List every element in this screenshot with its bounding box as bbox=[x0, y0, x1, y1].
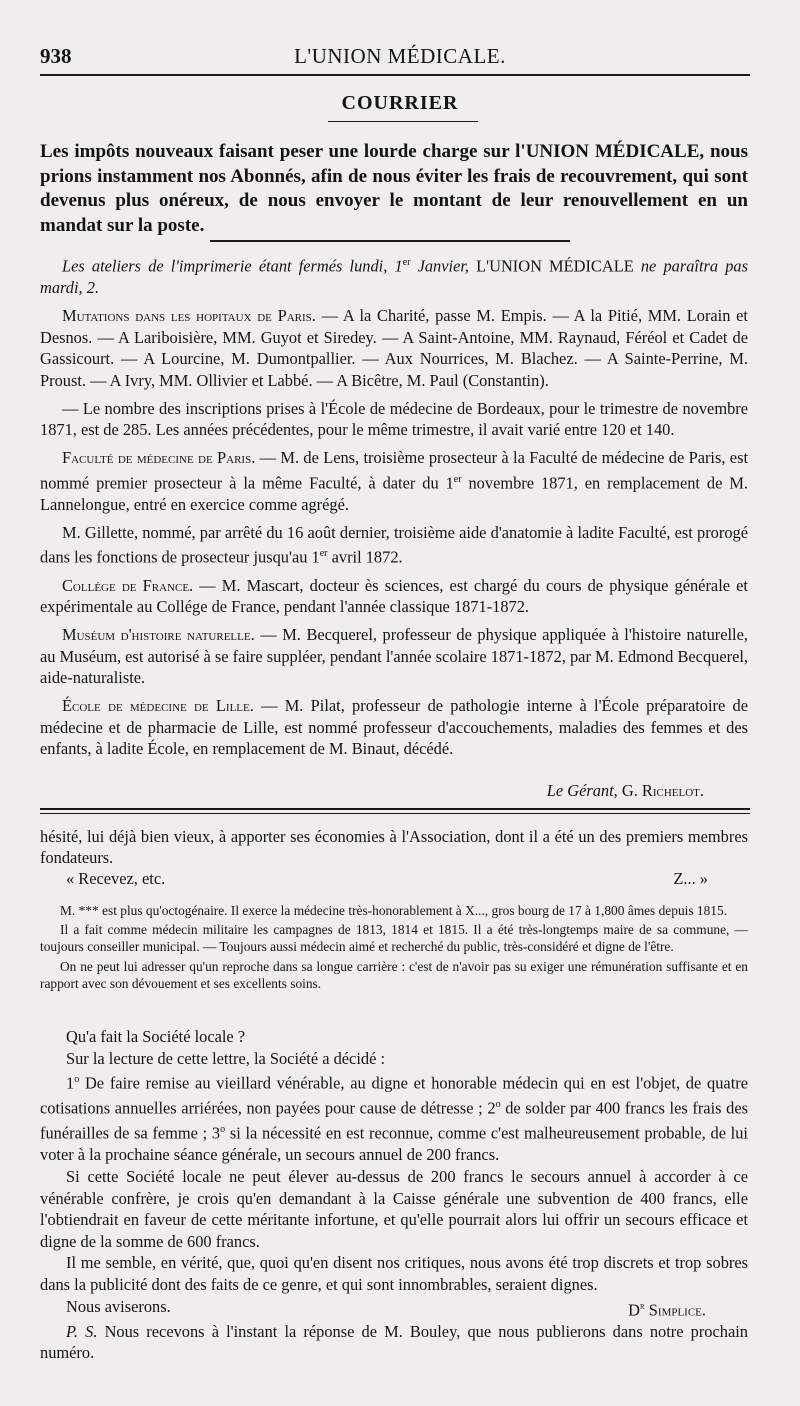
page-number: 938 bbox=[40, 44, 72, 68]
museum-paragraph: Muséum d'histoire naturelle. — M. Becquerel, professeur de physique appliquée à l'histoire naturelle, au Muséum, est autorisé à se faire suppléer, pendant l'année scolaire 1871-1872, par M. Edmond Becquerel, aide-naturaliste. bbox=[40, 624, 748, 688]
double-rule-top bbox=[40, 808, 750, 810]
letter-opening bbox=[40, 826, 748, 889]
postscript: P. S. Nous recevons à l'instant la réponse de M. Bouley, que nous publierons dans notre prochain numéro. bbox=[40, 1321, 748, 1363]
faculte-paragraph: Faculté de médecine de Paris. — M. de Lens, troisième prosecteur à la Faculté de médecine de Paris, est nommé premier prosecteur à la même Faculté, à dater du 1er novembre 1871, en remplacement de M. Lannelongue, entré en exercice comme agrégé. bbox=[40, 448, 749, 514]
gillette-paragraph: M. Gillette, nommé, par arrêté du 16 août dernier, troisième aide d'anatomie à ladite Faculté, est prorogé dans les fonctions de prosecteur jusqu'au 1er avril 1872. bbox=[40, 522, 748, 567]
mutations-paragraph: Mutations dans les hopitaux de Paris. — A la Charité, passe M. Empis. — A la Pitié, MM. Lorain et Desnos. — A Lariboisière, MM. Guyot et Siredey. — A Saint-Antoine, MM. Raynaud, Féréol et Cadet de Gassicourt. — A Lourcine, M. Dumontpallier. — Aux Nourrices, M. Blachez. — A Sainte-Perrine, M. Proust. — A Ivry, MM. Ollivier et Labbé. — A Bicêtre, M. Paul (Constantin). bbox=[40, 305, 748, 390]
decision-intro: Sur la lecture de cette lettre, la Société a décidé : bbox=[66, 1048, 386, 1068]
letter-opening-text: hésité, lui déjà bien vieux, à apporter ses économies à l'Association, dont il a été un des premiers membres fondateurs. bbox=[40, 827, 748, 867]
news-column bbox=[40, 252, 748, 766]
lille-paragraph: École de médecine de Lille. — M. Pilat, professeur de pathologie interne à l'École préparatoire de médecine et de pharmacie de Lille, est nommé professeur d'accouchements, maladies des femmes et des enfants, à ladite École, en remplacement de M. Binaut, décédé. bbox=[40, 696, 748, 759]
footnotes bbox=[40, 902, 748, 994]
decision-list: 1$^o$ De faire remise au vieillard vénérable, au digne et honorable médecin qui en est l'objet, de quatre cotisations annuelles arriérées, non payées pour cause de détresse ; 2$^o$ de solder par 400 francs les frais des funérailles de sa femme ; 3$^o$ si la nécessité en est reconnue, comme c'est malheureusement probable, de lui voter à la prochaine séance générale, un secours annuel de 200 francs. bbox=[40, 1073, 749, 1165]
question: Qu'a fait la Société locale ? bbox=[66, 1027, 246, 1046]
footnote-3: On ne peut lui adresser qu'un reproche dans sa longue carrière : c'est de n'avoir pas su exiger une rémunération suffisante et en rapport avec son dévouement et ses excellents soins. bbox=[40, 958, 748, 991]
letter-signature: Nous aviserons. $D^r$ Simplice. bbox=[66, 1296, 706, 1319]
title-underline bbox=[328, 121, 478, 122]
gerant-signature: Le Gérant, G. Richelot. bbox=[546, 781, 704, 800]
journal-title: L'UNION MÉDICALE. bbox=[294, 44, 506, 68]
college-paragraph: Collége de France. — M. Mascart, docteur ès sciences, est chargé du cours de physique générale et expérimentale au Collége de France, pendant l'année classique 1871-1872. bbox=[40, 575, 748, 617]
subscription-notice: Les impôts nouveaux faisant peser une lourde charge sur l'UNION MÉDICALE, nous prions instamment nos Abonnés, afin de nous éviter les frais de recouvrement, qui sont devenus plus onéreux, de nous envoyer le montant de leur renouvellement en un mandat sur la poste. bbox=[40, 141, 748, 236]
notice-rule bbox=[210, 240, 570, 242]
footnote-1: M. *** est plus qu'octogénaire. Il exerce la médecine très-honorablement à X..., gros bourg de 17 à 1,800 âmes depuis 1815. bbox=[60, 903, 728, 918]
header-rule bbox=[40, 74, 750, 76]
section-title: COURRIER bbox=[341, 92, 459, 114]
letter-body bbox=[40, 1026, 748, 1364]
secours-paragraph: Si cette Société locale ne peut élever au-dessus de 200 francs le secours annuel à accorder à ce vénérable confrère, je crois qu'en demandant à la Caisse générale une subvention de 400 francs, elle l'obtiendrait en faveur de cette méritante infortune, et qu'elle pourrait alors lui offrir un secours efficace et digne de la somme de 600 francs. bbox=[40, 1166, 748, 1251]
letter-closing: « Recevez, etc. Z... » bbox=[66, 869, 708, 888]
ateliers-notice: Les ateliers de l'imprimerie étant fermés lundi, 1er Janvier, L'UNION MÉDICALE ne paraîtra pas mardi, 2. bbox=[40, 256, 748, 298]
double-rule-bottom bbox=[40, 813, 750, 814]
bordeaux-paragraph: — Le nombre des inscriptions prises à l'École de médecine de Bordeaux, pour le trimestre de novembre 1871, est de 285. Les années précédentes, pour le même trimestre, il avait varié entre 120 et 140. bbox=[40, 398, 748, 440]
footnote-2: Il a fait comme médecin militaire les campagnes de 1813, 1814 et 1815. Il a été très-longtemps maire de sa commune, — toujours conseiller municipal. — Toujours aussi médecin aimé et recherché du public, très-considéré et digne de l'être. bbox=[40, 922, 748, 955]
discrets-paragraph: Il me semble, en vérité, que, quoi qu'en disent nos critiques, nous avons été trop discrets et trop sobres dans la publicité dont des faits de ce genre, et qui sont innombrables, seraient dignes. bbox=[40, 1253, 748, 1294]
